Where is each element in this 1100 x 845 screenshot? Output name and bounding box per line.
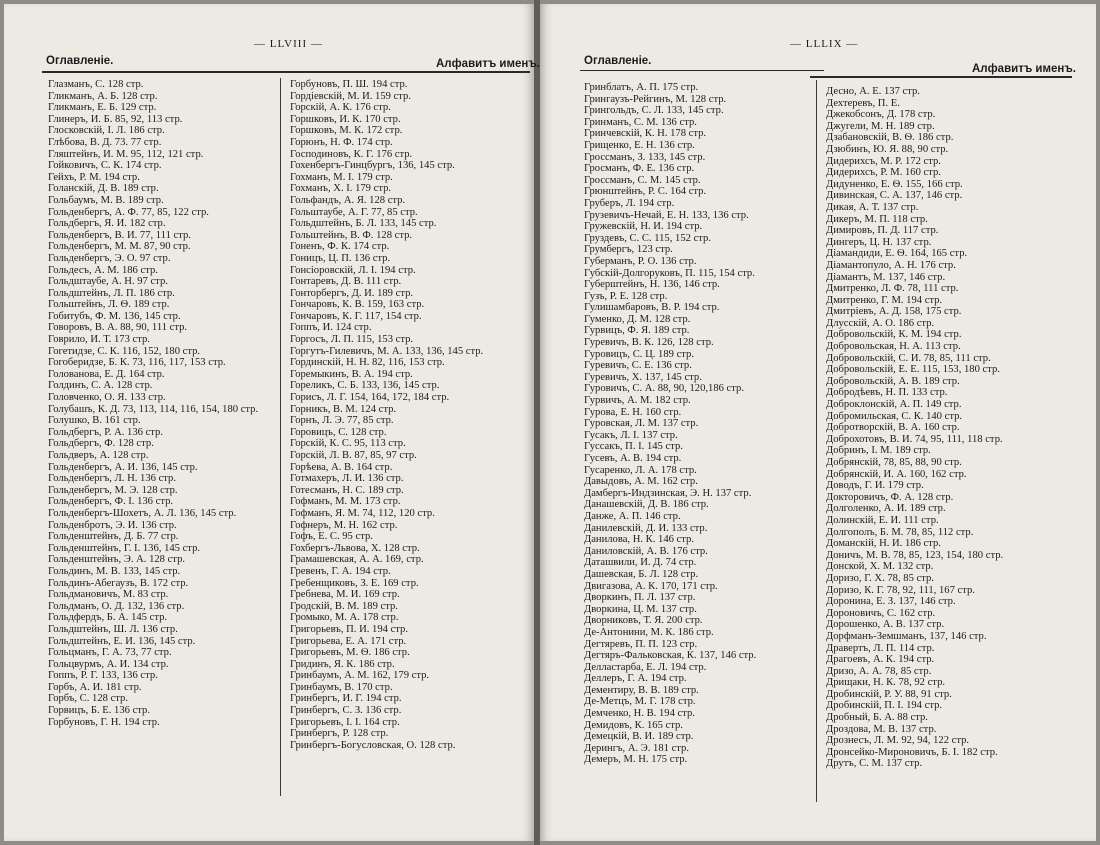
index-entry: Дашевская, Б. Л. 128 стр.	[584, 568, 699, 580]
index-entry: Гольбаумъ, М. В. 189 стр.	[48, 194, 164, 206]
index-entry: Горисъ, Л. Г. 154, 164, 172, 184 стр.	[290, 392, 450, 404]
index-entry: Гонтаревъ, Д. В. 111 стр.	[290, 276, 402, 288]
index-entry: Гольдесъ, А. М. 186 стр.	[48, 264, 158, 276]
index-entry: Глѣбова, В. Д. 73. 77 стр.	[48, 136, 162, 148]
index-entry: Горшковъ, И. К. 170 стр.	[290, 113, 401, 125]
index-entry: Дроздова, М. В. 137 стр.	[826, 723, 937, 735]
index-entry: Добрянскій, 78, 85, 88, 90 стр.	[826, 457, 962, 468]
index-entry: Горвицъ, Б. Е. 136 стр.	[48, 705, 150, 717]
index-entry: Джугели, М. Н. 189 стр.	[826, 120, 935, 132]
index-entry: Гольденштейнъ, Г. І. 136, 145 стр.	[48, 542, 201, 554]
index-entry: Грюнштейнъ, Р. С. 164 стр.	[584, 186, 707, 198]
index-entry: Гринбергъ-Богусловская, О. 128 стр.	[290, 739, 456, 751]
index-entry: Дороновичъ, С. 162 стр.	[826, 607, 936, 619]
index-entry: Груздевъ, С. С. 115, 152 стр.	[584, 232, 711, 244]
index-entry: Горовицъ, С. 128 стр.	[290, 426, 387, 438]
index-entry: Гольденштейнъ, Д. Б. 77 стр.	[48, 531, 179, 543]
index-entry: Гринбергъ, Р. 128 стр.	[290, 728, 389, 740]
index-entry: Горгосъ, Л. П. 115, 153 стр.	[290, 334, 414, 346]
index-entry: Дрознесъ, Л. М. 92, 94, 122 стр.	[826, 735, 970, 747]
index-entry: Гляштейнъ, И. М. 95, 112, 121 стр.	[48, 148, 204, 160]
left-section-title: Оглавленіе.	[46, 55, 114, 67]
index-entry: Діамандиди, Е. Ѳ. 164, 165 стр.	[826, 248, 968, 260]
index-entry: Дзабановскій, В. Ѳ. 186 стр.	[826, 132, 954, 144]
index-entry: Гордіевскій, М. И. 159 стр.	[290, 90, 411, 102]
index-entry: Доводъ, Г. И. 179 стр.	[826, 480, 924, 492]
index-entry: Гольдштейнъ, Б. Л. 133, 145 стр.	[290, 218, 437, 230]
index-entry: Дорфманъ-Земшманъ, 137, 146 стр.	[826, 630, 987, 642]
index-entry: Громыко, М. А. 178 стр.	[290, 612, 399, 624]
index-entry: Гусаренко, Л. А. 178 стр.	[584, 464, 697, 476]
index-entry: Гольфандъ, А. Я. 128 стр.	[290, 194, 406, 206]
index-entry: Гофманъ, М. М. 173 стр.	[290, 496, 401, 508]
index-entry: Добромильская, С. К. 140 стр.	[826, 410, 963, 422]
index-entry: Гончаровъ, К. В. 159, 163 стр.	[290, 299, 425, 311]
index-entry: Дамбергъ-Индзинская, Э. Н. 137 стр.	[584, 487, 752, 499]
index-entry: Гребенщиковъ, З. Е. 169 стр.	[290, 577, 419, 589]
index-entry: Дравертъ, Л. П. 114 стр.	[826, 642, 935, 654]
index-entry: Грингаузъ-Рейгинъ, М. 128 стр.	[584, 93, 727, 105]
index-entry: Горгутъ-Гилевичъ, М. А. 133, 136, 145 стр.	[290, 345, 484, 357]
index-entry: Долинскій, Е. И. 111 стр.	[826, 514, 939, 526]
index-entry: Гуссакъ, П. І. 145 стр.	[584, 441, 683, 453]
index-entry: Десно, А. Е. 137 стр.	[826, 86, 920, 97]
index-entry: Дмитренко, Л. Ф. 78, 111 стр.	[826, 283, 959, 295]
index-entry: Гончаровъ, К. Г. 117, 154 стр.	[290, 310, 422, 322]
index-entry: Горскій, А. К. 176 стр.	[290, 102, 391, 114]
index-entry: Гольдштейнъ, Ш. Л. 136 стр.	[48, 623, 178, 635]
index-entry: Гольштаубе, А. Г. 77, 85 стр.	[290, 206, 418, 218]
left-page-number: — LLVIII —	[254, 38, 323, 50]
index-entry: Доничъ, М. В. 78, 85, 123, 154, 180 стр.	[826, 549, 1004, 561]
index-entry: Головченко, О. Я. 133 стр.	[48, 392, 166, 404]
index-entry: Долгополъ, Б. М. 78, 85, 112 стр.	[826, 526, 974, 538]
index-entry: Добровольскій, Е. Е. 115, 153, 180 стр.	[826, 364, 1000, 376]
index-entry: Дворкина, Ц. М. 137 стр.	[584, 603, 697, 615]
index-entry: Глазманъ, С. 128 стр.	[48, 79, 144, 90]
index-entry: Гохбергъ-Львова, Х. 128 стр.	[290, 542, 420, 554]
index-entry: Глосковскій, І. Л. 186 стр.	[48, 125, 165, 137]
index-entry: Гревенъ, Г. А. 194 стр.	[290, 565, 391, 577]
index-entry: Дробинскій, Р. У. 88, 91 стр.	[826, 688, 952, 700]
index-entry: Данже, А. П. 146 стр.	[584, 510, 681, 522]
index-entry: Гурвичъ, А. М. 182 стр.	[584, 395, 691, 407]
index-entry: Гольдштейнъ, Л. П. 186 стр.	[48, 287, 175, 299]
index-entry: Готмахеръ, Л. И. 136 стр.	[290, 473, 404, 485]
index-entry: Гуменко, Д. М. 128 стр.	[584, 313, 691, 325]
index-entry: Говоровъ, В. А. 88, 90, 111 стр.	[48, 322, 188, 334]
index-entry: Голушко, В. 161 стр.	[48, 415, 141, 427]
index-entry: Гогоберидзе, Б. К. 73, 116, 117, 153 стр.	[48, 357, 226, 369]
index-entry: Господиновъ, К. Г. 176 стр.	[290, 148, 413, 160]
index-entry: Горбъ, А. И. 181 стр.	[48, 681, 142, 693]
index-entry: Дивинская, С. А. 137, 146 стр.	[826, 190, 963, 202]
index-entry: Донской, Х. М. 132 стр.	[826, 561, 934, 573]
index-entry: Добровольскій, С. И. 78, 85, 111 стр.	[826, 352, 991, 364]
right-column-divider	[816, 80, 817, 802]
index-entry: Діамантопуло, А. Н. 176 стр.	[826, 259, 956, 271]
index-entry: Даташвили, И. Д. 74 стр.	[584, 557, 697, 569]
index-entry: Гофъ, Е. С. 95 стр.	[290, 531, 373, 543]
index-entry: Гликманъ, А. Б. 128 стр.	[48, 90, 158, 102]
index-entry: Гобитубъ, Ф. М. 136, 145 стр.	[48, 310, 181, 322]
index-entry: Гольдинъ-Абегаузъ, В. 172 стр.	[48, 577, 189, 589]
index-entry: Гузъ, Р. Е. 128 стр.	[584, 290, 668, 302]
index-entry: Дехтеревъ, П. Е.	[826, 97, 900, 109]
right-page-number: — LLLIX —	[790, 38, 859, 50]
index-entry: Дикая, А. Т. 137 стр.	[826, 201, 919, 213]
index-entry: Гонторбергъ, Д. И. 189 стр.	[290, 287, 414, 299]
index-entry: Дингеръ, Ц. Н. 137 стр.	[826, 236, 932, 248]
index-entry: Гольдинъ, М. В. 133, 145 стр.	[48, 565, 181, 577]
index-entry: Гридинъ, Я. К. 186 стр.	[290, 658, 395, 670]
index-entry: Гольденштейнъ, Э. А. 128 стр.	[48, 554, 186, 566]
index-entry: Гуровичъ, С. А. 88, 90, 120,186 стр.	[584, 383, 744, 395]
index-entry: Гольденбротъ, Э. И. 136 стр.	[48, 519, 177, 531]
index-entry: Добротворскій, В. А. 160 стр.	[826, 422, 960, 434]
left-header-rule	[42, 71, 530, 73]
index-entry: Дробный, Б. А. 88 стр.	[826, 712, 928, 724]
index-entry: Грингольдъ, С. Л. 133, 145 стр.	[584, 105, 724, 117]
index-entry: Губерштейнъ, Н. 136, 146 стр.	[584, 279, 720, 291]
index-entry: Гусевъ, А. В. 194 стр.	[584, 453, 682, 464]
index-entry: Гофнеръ, М. Н. 162 стр.	[290, 519, 398, 531]
index-entry: Доманскій, Н. И. 186 стр.	[826, 538, 941, 550]
index-entry: Гребнева, М. И. 169 стр.	[290, 589, 400, 601]
index-entry: Гохенбергъ-Гинцбургъ, 136, 145 стр.	[290, 160, 455, 172]
index-entry: Гружевскій, Н. И. 194 стр.	[584, 221, 703, 233]
index-entry: Демецкій, В. И. 189 стр.	[584, 731, 694, 743]
index-entry: Голубашъ, К. Д. 73, 113, 114, 116, 154, 180 стр.	[48, 403, 259, 415]
index-entry: Гольденбергъ, М. Э. 128 стр.	[48, 484, 178, 496]
index-entry: Гринчевскій, К. Н. 178 стр.	[584, 128, 707, 140]
index-entry: Гольдбергъ, Ф. 128 стр.	[48, 438, 154, 450]
index-entry: Гоненъ, Ф. К. 174 стр.	[290, 241, 390, 253]
index-entry: Данилевскій, Д. И. 133 стр.	[584, 522, 708, 534]
index-entry: Григорьевъ, М. Ѳ. 186 стр.	[290, 647, 410, 659]
index-entry: Дидерихсъ, Р. М. 160 стр.	[826, 167, 941, 179]
index-entry: Говрило, И. Т. 173 стр.	[48, 334, 150, 346]
index-entry: Доброхотовъ, В. И. 74, 95, 111, 118 стр.	[826, 433, 1003, 445]
index-entry: Горнъ, Л. Э. 77, 85 стр.	[290, 415, 394, 427]
index-entry: Горскій, Л. В. 87, 85, 97 стр.	[290, 450, 417, 461]
left-page	[4, 4, 540, 841]
index-entry: Делластарба, Е. Л. 194 стр.	[584, 661, 707, 673]
right-header-rule	[810, 76, 1072, 78]
index-entry: Горюнъ, Н. Ф. 174 стр.	[290, 136, 393, 148]
index-entry: Гольденбергъ, Э. О. 97 стр.	[48, 252, 171, 264]
index-entry: Дворниковъ, Т. Я. 200 стр.	[584, 615, 703, 627]
index-entry: Дронсейко-Мироновичъ, Б. І. 182 стр.	[826, 746, 998, 758]
index-entry: Доризо, К. Г. 78, 92, 111, 167 стр.	[826, 584, 975, 596]
index-entry: Гродскій, В. М. 189 стр.	[290, 600, 398, 612]
index-entry: Гольдмановичъ, М. 83 стр.	[48, 589, 169, 601]
left-index-title: Алфавитъ именъ.	[436, 58, 540, 70]
index-entry: Де-Антонини, М. К. 186 стр.	[584, 626, 714, 638]
index-entry: Данилова, Н. К. 146 стр.	[584, 534, 694, 546]
index-entry: Дидуненко, Е. Ѳ. 155, 166 стр.	[826, 178, 963, 190]
index-entry: Гринбергъ, С. З. 136 стр.	[290, 705, 402, 717]
index-entry: Гольденбергъ, Л. Н. 136 стр.	[48, 473, 176, 485]
index-entry: Горникъ, В. М. 124 стр.	[290, 403, 397, 415]
index-entry: Гроссманъ, З. 133, 145 стр.	[584, 151, 706, 163]
index-entry: Гореликъ, С. Б. 133, 136, 145 стр.	[290, 380, 440, 392]
index-entry: Грумбергъ, 123 стр.	[584, 244, 673, 256]
index-entry: Гординскій, Н. Н. 82, 116, 153 стр.	[290, 357, 445, 369]
index-entry: Гольденбергъ-Шохетъ, А. Л. 136, 145 стр.	[48, 507, 237, 519]
left-index-column-1	[48, 79, 274, 728]
index-entry: Де-Метцъ, М. Г. 178 стр.	[584, 696, 696, 708]
index-entry: Гольденбергъ, А. И. 136, 145 стр.	[48, 461, 198, 473]
index-entry: Гейхъ, Р. М. 194 стр.	[48, 171, 140, 183]
index-entry: Груберъ, Л. 194 стр.	[584, 197, 675, 209]
index-entry: Гольденбергъ, М. М. 87, 90 стр.	[48, 241, 191, 253]
index-entry: Гольденбергъ, Ф. І. 136 стр.	[48, 496, 174, 508]
index-entry: Дризо, А. А. 78, 85 стр.	[826, 665, 932, 677]
index-entry: Давыдовъ, А. М. 162 стр.	[584, 476, 698, 488]
index-entry: Гольштейнъ, Л. Ѳ. 189 стр.	[48, 299, 170, 311]
index-entry: Гольдштаубе, А. Н. 97 стр.	[48, 276, 168, 288]
index-entry: Гоницъ, Ц. П. 136 стр.	[290, 252, 391, 264]
index-entry: Григорьевъ, П. И. 194 стр.	[290, 623, 408, 635]
index-entry: Дикеръ, М. П. 118 стр.	[826, 213, 928, 225]
index-entry: Добринъ, І. М. 189 стр.	[826, 445, 931, 457]
index-entry: Гольденбергъ, В. И. 77, 111 стр.	[48, 229, 191, 241]
index-entry: Гоппъ, Р. Г. 133, 136 стр.	[48, 670, 158, 682]
index-entry: Грузевичъ-Нечай, Е. Н. 133, 136 стр.	[584, 209, 749, 221]
index-entry: Демеръ, М. Н. 175 стр.	[584, 754, 688, 766]
index-entry: Добровольскій, А. В. 189 стр.	[826, 375, 960, 387]
index-entry: Гольдфердъ, Б. А. 145 стр.	[48, 612, 168, 624]
index-entry: Гринбергъ, И. Г. 194 стр.	[290, 693, 402, 705]
index-entry: Грамашевская, А. А. 169, стр.	[290, 554, 424, 566]
index-entry: Гринбаумъ, А. М. 162, 179 стр.	[290, 670, 430, 682]
index-entry: Гроссманъ, С. М. 145 стр.	[584, 174, 701, 186]
left-column-divider	[280, 78, 281, 796]
index-entry: Данашевскій, Д. В. 186 стр.	[584, 499, 709, 511]
index-entry: Гогетидзе, С. К. 116, 152, 180 стр.	[48, 345, 201, 357]
right-section-title: Оглавленіе.	[584, 55, 652, 67]
index-entry: Драгоевъ, А. К. 194 стр.	[826, 654, 935, 666]
index-entry: Дементиру, В. В. 189 стр.	[584, 684, 699, 696]
right-index-column-1	[584, 82, 812, 766]
index-entry: Дзюбинъ, Ю. Я. 88, 90 стр.	[826, 143, 949, 155]
index-entry: Добровольская, Н. А. 113 стр.	[826, 341, 961, 353]
index-entry: Доброклонскій, А. П. 149 стр.	[826, 399, 962, 411]
index-entry: Доронина, Е. З. 137, 146 стр.	[826, 596, 956, 608]
index-entry: Григорьева, Е. А. 171 стр.	[290, 635, 407, 647]
index-entry: Демидовъ, К. 165 стр.	[584, 719, 683, 731]
right-header-rule-short	[580, 70, 824, 71]
index-entry: Гонсіоровскій, Л. І. 194 стр.	[290, 264, 416, 276]
index-entry: Гулишамбаровъ, В. Р. 194 стр.	[584, 302, 720, 314]
index-entry: Дрищаки, Н. К. 78, 92 стр.	[826, 677, 946, 689]
index-entry: Добродѣевъ, Н. П. 133 стр.	[826, 387, 948, 399]
index-entry: Готесманъ, Н. С. 189 стр.	[290, 484, 404, 496]
index-entry: Голованова, Е. Д. 164 стр.	[48, 368, 165, 380]
index-entry: Гринблатъ, А. П. 175 стр.	[584, 82, 699, 93]
index-entry: Гуровская, Л. М. 137 стр.	[584, 418, 699, 430]
index-entry: Дидерихсъ, М. Р. 172 стр.	[826, 155, 941, 167]
index-entry: Губерманъ, Р. О. 136 стр.	[584, 255, 697, 267]
index-entry: Двигазова, А. К. 170, 171 стр.	[584, 580, 718, 592]
index-entry: Гросманъ, Ф. Е. 136 стр.	[584, 163, 695, 175]
index-entry: Длусскій, А. О. 186 стр.	[826, 317, 935, 329]
index-entry: Голанскій, Д. В. 189 стр.	[48, 183, 159, 195]
index-entry: Гольдманъ, О. Д. 132, 136 стр.	[48, 600, 185, 612]
index-entry: Друтъ, С. М. 137 стр.	[826, 758, 923, 770]
index-entry: Гурова, Е. Н. 160 стр.	[584, 406, 682, 418]
index-entry: Деллеръ, Г. А. 194 стр.	[584, 673, 687, 685]
index-entry: Горемыкинъ, В. А. 194 стр.	[290, 368, 413, 380]
index-entry: Добровольскій, К. М. 194 стр.	[826, 329, 962, 341]
index-entry: Дегтяръ-Фальковская, К. 137, 146 стр.	[584, 650, 757, 662]
left-index-column-2	[290, 79, 528, 751]
index-entry: Димировъ, П. Д. 117 стр.	[826, 225, 939, 237]
index-entry: Дмитренко, Г. М. 194 стр.	[826, 294, 943, 306]
index-entry: Гохманъ, М. І. 179 стр.	[290, 171, 393, 183]
index-entry: Грищенко, Е. Н. 136 стр.	[584, 139, 695, 151]
index-entry: Губскій-Долгоруковъ, П. 115, 154 стр.	[584, 267, 755, 279]
index-entry: Гофманъ, Я. М. 74, 112, 120 стр.	[290, 507, 435, 519]
index-entry: Горскій, К. С. 95, 113 стр.	[290, 438, 406, 450]
index-entry: Гуревичъ, В. К. 126, 128 стр.	[584, 337, 714, 349]
index-entry: Даниловскій, А. В. 176 стр.	[584, 545, 708, 557]
index-entry: Гликманъ, Е. Б. 129 стр.	[48, 102, 157, 114]
index-entry: Дмитріевъ, А. Д. 158, 175 стр.	[826, 306, 962, 318]
index-entry: Добрянскій, И. А. 160, 162 стр.	[826, 468, 967, 480]
index-entry: Гурвицъ, Ф. Я. 189 стр.	[584, 325, 690, 337]
index-entry: Гуревичъ, Х. 137, 145 стр.	[584, 371, 702, 383]
index-entry: Гольдбергъ, Р. А. 136 стр.	[48, 426, 163, 438]
index-entry: Долголенко, А. И. 189 стр.	[826, 503, 946, 515]
index-entry: Гринбаумъ, В. 170 стр.	[290, 681, 393, 693]
index-entry: Гоппъ, И. 124 стр.	[290, 322, 372, 334]
index-entry: Григорьевъ, І. І. 164 стр.	[290, 716, 400, 728]
index-entry: Гуровицъ, С. Ц. 189 стр.	[584, 348, 694, 360]
index-entry: Дробинскій, П. І. 194 стр.	[826, 700, 943, 712]
index-entry: Дегтяревъ, П. П. 123 стр.	[584, 638, 698, 650]
index-entry: Гойковичъ, С. К. 174 стр.	[48, 160, 162, 172]
index-entry: Гольцманъ, Г. А. 73, 77 стр.	[48, 647, 172, 659]
index-entry: Горбуновъ, П. Ш. 194 стр.	[290, 79, 408, 90]
index-entry: Діамантъ, М. 137, 146 стр.	[826, 271, 946, 283]
right-index-title: Алфавитъ именъ.	[972, 63, 1076, 75]
index-entry: Горбуновъ, Г. Н. 194 стр.	[48, 716, 160, 728]
index-entry: Гольдштейнъ, Е. И. 136, 145 стр.	[48, 635, 196, 647]
index-entry: Дворкинъ, П. Л. 137 стр.	[584, 592, 696, 604]
index-entry: Гринманъ, С. М. 136 стр.	[584, 116, 697, 128]
index-entry: Дерингъ, А. Э. 181 стр.	[584, 742, 689, 754]
index-entry: Горшковъ, М. К. 172 стр.	[290, 125, 403, 137]
index-entry: Гольдбергъ, Я. И. 182 стр.	[48, 218, 166, 230]
index-entry: Гольштейнъ, В. Ф. 128 стр.	[290, 229, 413, 241]
index-entry: Демченко, Н. В. 194 стр.	[584, 708, 695, 720]
index-entry: Гольцвурмъ, А. И. 134 стр.	[48, 658, 169, 670]
right-page	[540, 4, 1096, 841]
index-entry: Голдинъ, С. А. 128 стр.	[48, 380, 153, 392]
index-entry: Гуревичъ, С. Е. 136 стр.	[584, 360, 692, 372]
index-entry: Горѣева, А. В. 164 стр.	[290, 461, 393, 473]
index-entry: Гольденбергъ, А. Ф. 77, 85, 122 стр.	[48, 206, 209, 218]
index-entry: Горбъ, С. 128 стр.	[48, 693, 128, 705]
index-entry: Гохманъ, Х. І. 179 стр.	[290, 183, 392, 195]
index-entry: Доризо, Г. Х. 78, 85 стр.	[826, 572, 934, 584]
right-index-column-2	[826, 86, 1088, 770]
index-entry: Дорошенко, А. В. 137 стр.	[826, 619, 945, 631]
index-entry: Глинеръ, И. Б. 85, 92, 113 стр.	[48, 113, 183, 125]
index-entry: Докторовичъ, Ф. А. 128 стр.	[826, 491, 954, 503]
index-entry: Гусакъ, Л. І. 137 стр.	[584, 429, 678, 441]
index-entry: Гольдверъ, А. 128 стр.	[48, 450, 149, 461]
index-entry: Джекобсонъ, Д. 178 стр.	[826, 109, 936, 121]
